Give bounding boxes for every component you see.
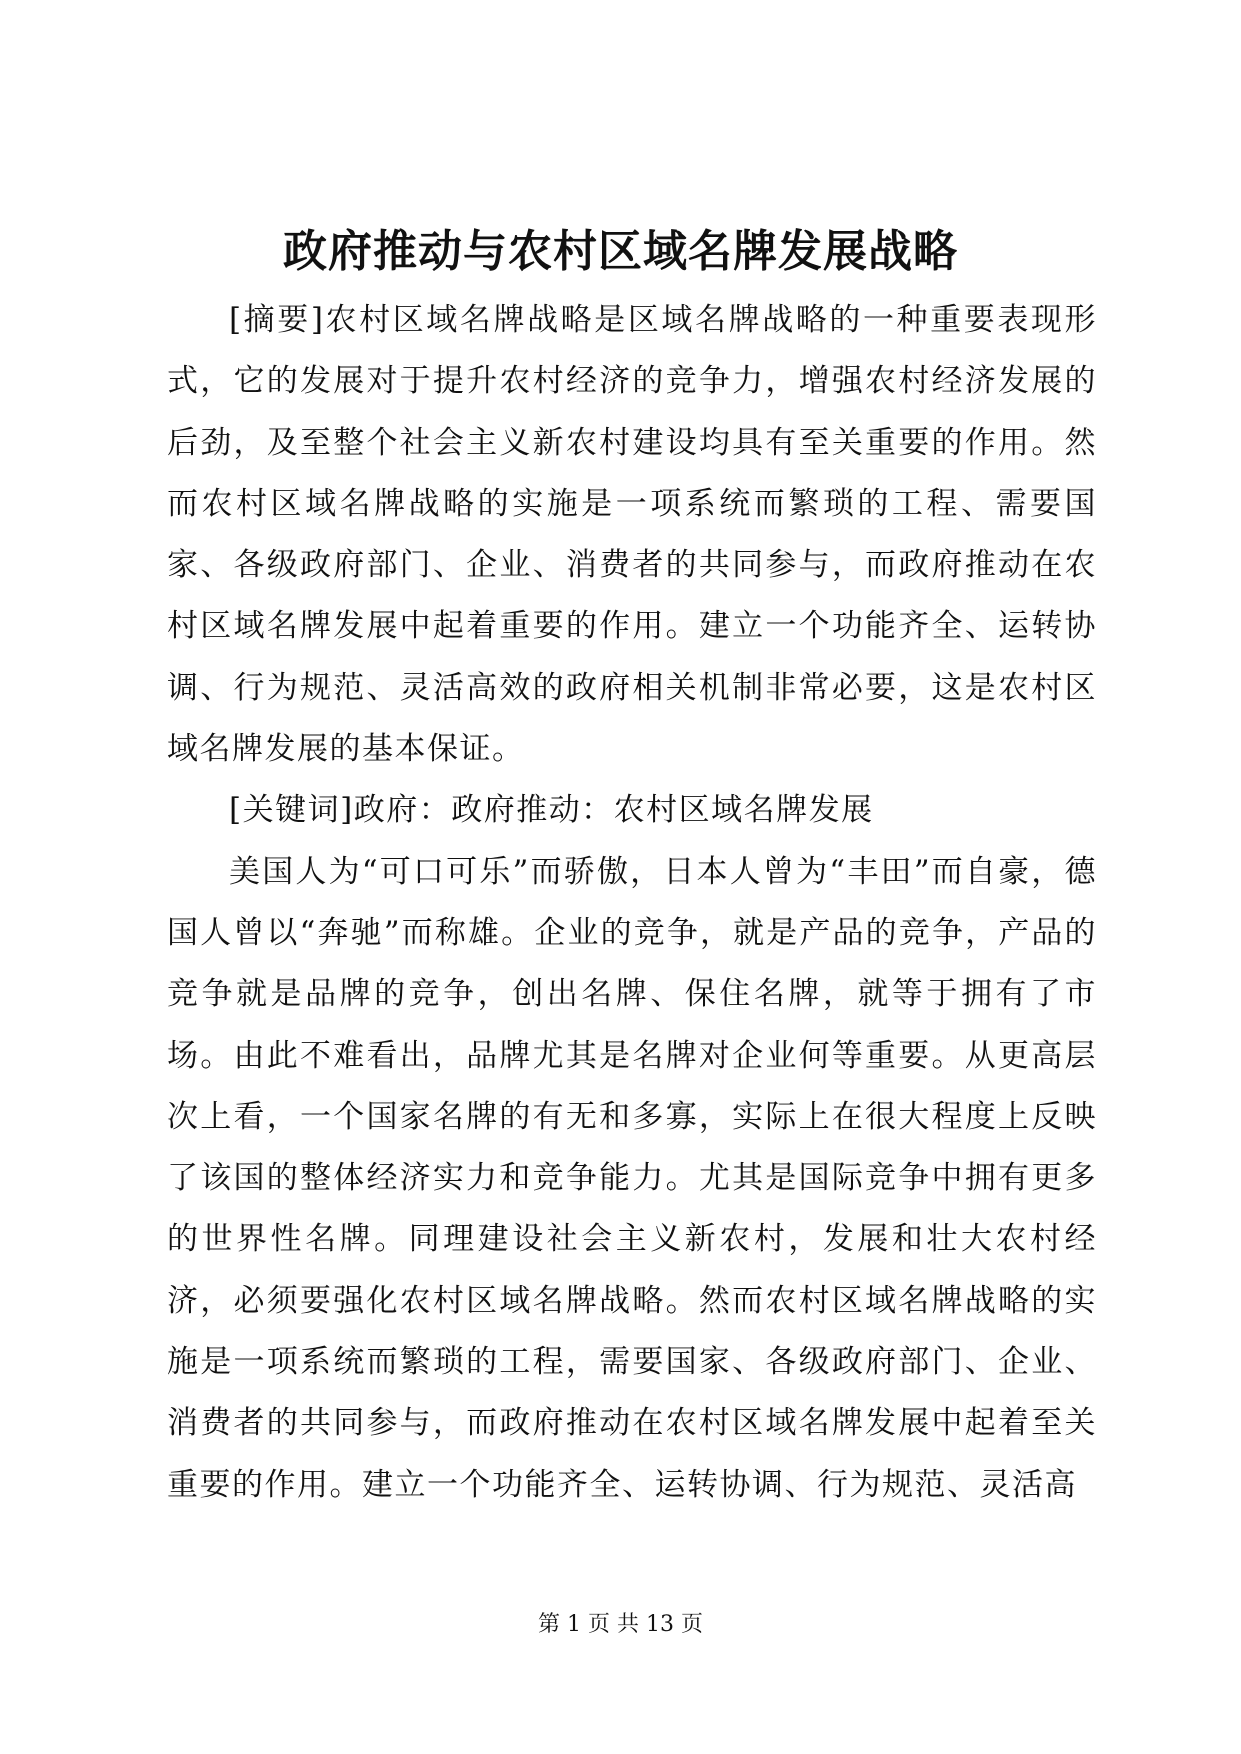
document-body bbox=[167, 290, 1097, 1516]
abstract-paragraph: [摘要]农村区域名牌战略是区域名牌战略的一种重要表现形式，它的发展对于提升农村经济的竞争力，增强农村经济发展的后劲，及至整个社会主义新农村建设均具有至关重要的作用。然而农村区域名牌战略的实施是一项系统而繁琐的工程、需要国家、各级政府部门、企业、消费者的共同参与，而政府推动在农村区域名牌发展中起着重要的作用。建立一个功能齐全、运转协调、行为规范、灵活高效的政府相关机制非常必要，这是农村区域名牌发展的基本保证。 bbox=[167, 302, 1097, 768]
body-paragraph: 美国人为“可口可乐”而骄傲，日本人曾为“丰田”而自豪，德国人曾以“奔驰”而称雄。企业的竞争，就是产品的竞争，产品的竞争就是品牌的竞争，创出名牌、保住名牌，就等于拥有了市场。由此不难看出，品牌尤其是名牌对企业何等重要。从更高层次上看，一个国家名牌的有无和多寡，实际上在很大程度上反映了该国的整体经济实力和竞争能力。尤其是国际竞争中拥有更多的世界性名牌。同理建设社会主义新农村，发展和壮大农村经济，必须要强化农村区域名牌战略。然而农村区域名牌战略的实施是一项系统而繁琐的工程，需要国家、各级政府部门、企业、消费者的共同参与，而政府推动在农村区域名牌发展中起着至关重要的作用。建立一个功能齐全、运转协调、行为规范、灵活高 bbox=[167, 853, 1097, 1503]
document-title: 政府推动与农村区域名牌发展战略 bbox=[283, 226, 958, 277]
keywords-paragraph: [关键词]政府：政府推动：农村区域名牌发展 bbox=[229, 792, 874, 829]
page-number-footer: 第 1 页 共 13 页 bbox=[538, 1612, 703, 1637]
